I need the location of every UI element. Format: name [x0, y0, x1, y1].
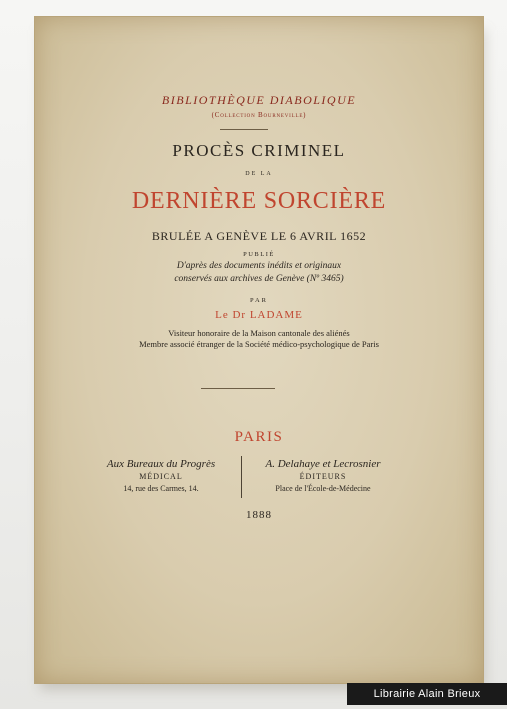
publisher-right-subtitle: ÉDITEURS	[299, 472, 347, 481]
credentials-line-2: Membre associé étranger de la Société médico-psychologique de Paris	[139, 339, 379, 349]
publisher-left-name: Aux Bureaux du Progrès	[106, 458, 216, 470]
publication-year: 1888	[246, 509, 272, 521]
author-name: Le Dr LADAME	[215, 309, 303, 321]
book-cover	[34, 16, 484, 684]
subtitle: BRULÉE A GENÈVE LE 6 AVRIL 1652	[151, 229, 367, 243]
published-label: PUBLIÉ	[243, 251, 275, 258]
publisher-divider	[241, 456, 242, 498]
publisher-left-subtitle: MÉDICAL	[139, 472, 183, 481]
publisher-left-address: 14, rue des Carmes, 14.	[123, 484, 199, 493]
title-connector: DE LA	[245, 171, 273, 177]
publisher-right	[243, 458, 403, 493]
series-title: BIBLIOTHÈQUE DIABOLIQUE	[161, 93, 357, 107]
description-line-1: D'après des documents inédits et originaux	[176, 261, 342, 271]
publication-place: PARIS	[234, 429, 284, 445]
middle-rule	[201, 388, 275, 389]
by-label: PAR	[249, 297, 269, 304]
publisher-right-address: Place de l'École-de-Médecine	[275, 484, 371, 493]
bookseller-watermark: Librairie Alain Brieux	[347, 683, 507, 705]
credentials-line-1: Visiteur honoraire de la Maison cantonale des aliénés	[168, 328, 350, 338]
cover-text	[35, 17, 483, 683]
collection-name: (Collection Bourneville)	[211, 111, 307, 119]
top-rule	[220, 129, 268, 130]
publisher-left	[81, 458, 241, 493]
description-line-2: conservés aux archives de Genève (Nº 3465)	[174, 274, 344, 284]
publisher-right-name: A. Delahaye et Lecrosnier	[265, 458, 381, 470]
title-line-1: PROCÈS CRIMINEL	[172, 141, 346, 160]
main-title: DERNIÈRE SORCIÈRE	[131, 188, 387, 214]
